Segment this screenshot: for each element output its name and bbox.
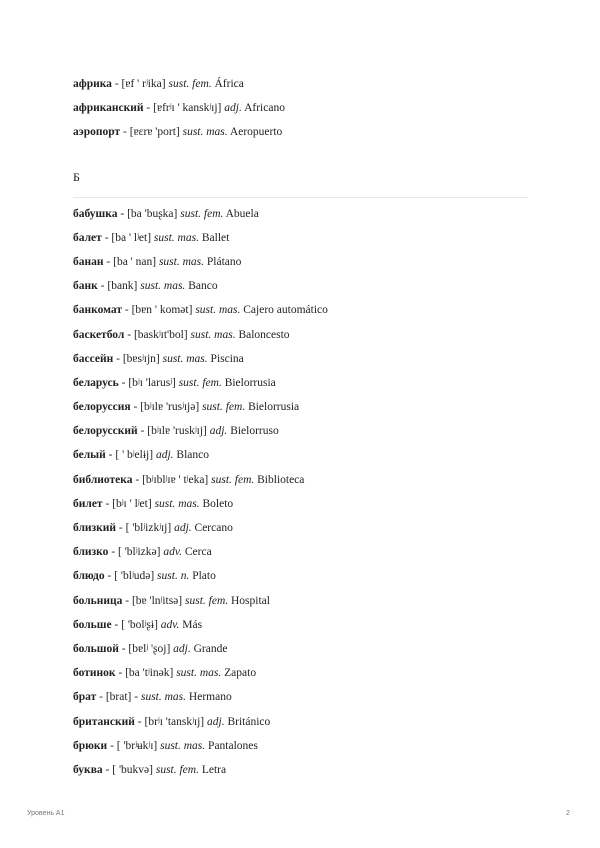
entry-translation: Plátano bbox=[206, 255, 242, 268]
entry-transcription: [baskʲɪt'bol] bbox=[133, 328, 188, 341]
entry-transcription: [ 'bolʲʂɨ] bbox=[121, 618, 158, 631]
entry-word: аэропорт bbox=[73, 126, 121, 139]
vocab-entry bbox=[73, 685, 528, 709]
entry-translation: Hospital bbox=[231, 594, 270, 607]
vocab-entry bbox=[73, 274, 528, 298]
vocab-entry bbox=[73, 613, 528, 637]
entry-word: брюки bbox=[73, 739, 108, 752]
entry-separator: - bbox=[118, 642, 129, 655]
entry-translation: Bielorrusia bbox=[248, 401, 300, 414]
entry-separator: - bbox=[97, 280, 108, 293]
entry-translation: Hermano bbox=[188, 691, 232, 704]
entry-group-a bbox=[73, 72, 528, 145]
entry-transcription: [bɐn ' komət] bbox=[131, 304, 193, 317]
vocab-entry bbox=[73, 589, 528, 613]
vocab-entry bbox=[73, 371, 528, 395]
section-letter: Б bbox=[73, 169, 80, 184]
entry-transcription: [bɐsʲɪjn] bbox=[122, 352, 160, 365]
entry-word: белый bbox=[73, 449, 106, 462]
entry-separator: - bbox=[96, 691, 106, 704]
entry-separator: - bbox=[111, 78, 122, 90]
entry-part-of-speech: adj. bbox=[155, 449, 174, 462]
entry-separator: - bbox=[132, 473, 143, 486]
entry-transcription: [bank] bbox=[107, 280, 138, 293]
entry-part-of-speech: sust. mas. bbox=[190, 328, 236, 341]
entry-transcription: [ 'blʲudə] bbox=[114, 570, 155, 583]
entry-translation: Letra bbox=[201, 763, 227, 776]
entry-separator: - bbox=[118, 376, 129, 389]
entry-separator: - bbox=[120, 126, 130, 139]
entry-separator: - bbox=[108, 546, 118, 559]
vocab-entry bbox=[73, 468, 528, 492]
entry-transcription: [bʲɪlɐ 'ruskʲɪj] bbox=[147, 425, 207, 438]
entry-transcription: [ 'blʲizkə] bbox=[117, 546, 161, 559]
entry-translation: Aeropuerto bbox=[229, 126, 283, 139]
entry-word: бабушка bbox=[73, 207, 118, 220]
vocab-entry bbox=[73, 710, 528, 734]
entry-word: блюдо bbox=[73, 570, 105, 583]
entry-separator: - bbox=[137, 425, 148, 438]
entry-separator: - bbox=[115, 667, 126, 680]
entry-word: близкий bbox=[73, 522, 117, 534]
entry-translation: Cajero automático bbox=[243, 304, 328, 317]
entry-part-of-speech: sust. mas. bbox=[154, 497, 200, 510]
entry-word: банк bbox=[73, 280, 98, 293]
entry-translation: Banco bbox=[188, 280, 218, 293]
entry-separator: - bbox=[101, 231, 112, 244]
entry-part-of-speech: adj. bbox=[173, 642, 191, 655]
entry-separator: - bbox=[102, 763, 113, 776]
entry-word: брат bbox=[73, 691, 97, 704]
entry-word: ботинок bbox=[73, 667, 116, 680]
entry-translation: Cercano bbox=[194, 522, 233, 534]
entry-separator: - bbox=[113, 352, 123, 365]
vocab-entry bbox=[73, 661, 528, 685]
vocabulary-list bbox=[73, 72, 528, 782]
vocab-entry bbox=[73, 202, 528, 226]
entry-translation: Grande bbox=[193, 642, 228, 655]
entry-translation: Zapato bbox=[224, 667, 257, 680]
entry-translation: Baloncesto bbox=[238, 328, 290, 341]
entry-part-of-speech: sust. mas. bbox=[195, 304, 241, 317]
vocab-entry bbox=[73, 298, 528, 322]
vocab-entry bbox=[73, 734, 528, 758]
vocab-entry bbox=[73, 226, 528, 250]
entry-separator: - bbox=[122, 304, 132, 317]
footer-level: Уровень A1 bbox=[27, 810, 65, 817]
entry-part-of-speech: adv. bbox=[163, 546, 182, 559]
vocab-entry bbox=[73, 637, 528, 661]
entry-word: беларусь bbox=[73, 376, 119, 389]
entry-translation: Abuela bbox=[225, 207, 259, 220]
entry-part-of-speech: sust. mas. bbox=[162, 352, 208, 365]
entry-part-of-speech: adj. bbox=[209, 425, 228, 438]
entry-transcription: [ 'bukvə] bbox=[112, 763, 153, 776]
entry-word: библиотека bbox=[73, 473, 133, 486]
entry-transcription: [bʲɪ ' lʲet] bbox=[112, 497, 152, 510]
entry-separator: - bbox=[111, 618, 122, 631]
vocab-entry bbox=[73, 395, 528, 419]
entry-separator: - bbox=[130, 401, 141, 414]
entry-transcription: [bɐ 'lnʲitsə] bbox=[131, 594, 183, 607]
entry-part-of-speech: adj. bbox=[207, 715, 225, 728]
entry-translation: Pantalones bbox=[208, 739, 258, 752]
entry-group-b bbox=[73, 202, 528, 783]
entry-part-of-speech: adj. bbox=[174, 522, 192, 534]
entry-transcription: [bʲɪlɐ 'rusʲɪjə] bbox=[140, 401, 200, 414]
entry-translation: Bielorrusia bbox=[224, 376, 276, 389]
entry-part-of-speech: sust. fem. bbox=[155, 763, 199, 776]
entry-word: больше bbox=[73, 618, 112, 631]
entry-separator: - bbox=[117, 207, 128, 220]
entry-part-of-speech: adj. bbox=[224, 102, 242, 115]
entry-part-of-speech: sust. mas. bbox=[140, 280, 186, 293]
vocab-entry bbox=[73, 516, 528, 540]
entry-translation: Ballet bbox=[201, 231, 230, 244]
entry-separator: - bbox=[143, 102, 154, 115]
page-number: 2 bbox=[566, 810, 570, 817]
entry-part-of-speech: sust. mas. bbox=[176, 667, 222, 680]
entry-separator: - bbox=[107, 739, 117, 752]
entry-part-of-speech: sust. mas. bbox=[160, 739, 206, 752]
entry-word: больница bbox=[73, 594, 123, 607]
entry-separator: - bbox=[122, 594, 132, 607]
entry-word: буква bbox=[73, 763, 103, 776]
entry-separator: - bbox=[104, 570, 115, 583]
entry-separator: - bbox=[116, 522, 126, 534]
entry-word: билет bbox=[73, 497, 103, 510]
entry-word: банкомат bbox=[73, 304, 122, 317]
vocab-entry bbox=[73, 250, 528, 274]
entry-transcription: [brʲɪ 'tanskʲɪj] bbox=[144, 715, 205, 728]
entry-transcription: [ɐf ' rʲika] bbox=[121, 78, 166, 90]
vocab-entry bbox=[73, 323, 528, 347]
entry-part-of-speech: sust. fem. bbox=[168, 78, 212, 90]
entry-translation: Boleto bbox=[202, 497, 234, 510]
vocab-entry bbox=[73, 564, 528, 588]
entry-translation: Bielorruso bbox=[230, 425, 279, 438]
entry-translation: África bbox=[214, 78, 244, 90]
entry-separator: - bbox=[105, 449, 116, 462]
entry-transcription: [ba 'buʂka] bbox=[127, 207, 178, 220]
entry-part-of-speech: adv. bbox=[160, 618, 180, 631]
entry-translation: Piscina bbox=[210, 352, 244, 365]
entry-part-of-speech: sust. mas. bbox=[182, 126, 228, 139]
entry-translation: Africano bbox=[244, 102, 285, 115]
vocab-entry bbox=[73, 96, 528, 120]
entry-word: белоруссия bbox=[73, 401, 131, 414]
vocab-entry bbox=[73, 492, 528, 516]
vocab-entry bbox=[73, 72, 528, 96]
entry-transcription: [brat] - bbox=[105, 691, 139, 704]
entry-transcription: [ɐfrʲɪ ' kanskʲɪj] bbox=[153, 102, 222, 115]
entry-transcription: [ba ' lʲet] bbox=[111, 231, 152, 244]
entry-word: африка bbox=[73, 78, 112, 90]
entry-word: близко bbox=[73, 546, 109, 559]
entry-part-of-speech: sust. n. bbox=[157, 570, 190, 583]
entry-part-of-speech: sust. mas. bbox=[140, 691, 187, 704]
entry-transcription: [ ' bʲelɨj] bbox=[115, 449, 154, 462]
entry-separator: - bbox=[124, 328, 134, 341]
entry-separator: - bbox=[102, 497, 113, 510]
vocab-entry bbox=[73, 419, 528, 443]
entry-separator: - bbox=[103, 255, 114, 268]
entry-part-of-speech: sust. fem. bbox=[211, 473, 255, 486]
entry-word: белорусский bbox=[73, 425, 138, 438]
entry-part-of-speech: sust. mas. bbox=[153, 231, 199, 244]
section-divider bbox=[73, 197, 528, 198]
entry-word: британский bbox=[73, 715, 135, 728]
entry-separator: - bbox=[134, 715, 145, 728]
entry-translation: Blanco bbox=[176, 449, 209, 462]
entry-translation: Biblioteca bbox=[257, 473, 305, 486]
entry-part-of-speech: sust. fem. bbox=[180, 207, 224, 220]
entry-transcription: [bʲɪblʲɪɐ ' tʲeka] bbox=[142, 473, 209, 486]
entry-part-of-speech: sust. fem. bbox=[178, 376, 222, 389]
entry-part-of-speech: sust. mas. bbox=[158, 255, 204, 268]
entry-transcription: [ba 'tʲinək] bbox=[125, 667, 174, 680]
entry-word: африканский bbox=[73, 102, 144, 115]
vocab-entry bbox=[73, 540, 528, 564]
entry-translation: Plato bbox=[192, 570, 216, 583]
vocab-entry bbox=[73, 758, 528, 782]
entry-part-of-speech: sust. fem. bbox=[185, 594, 229, 607]
vocab-entry bbox=[73, 443, 528, 467]
entry-word: банан bbox=[73, 255, 104, 268]
entry-part-of-speech: sust. fem. bbox=[202, 401, 246, 414]
entry-translation: Británico bbox=[227, 715, 271, 728]
entry-translation: Más bbox=[182, 618, 203, 631]
entry-transcription: [ba ' nan] bbox=[113, 255, 157, 268]
entry-transcription: [ 'brʲʉkʲɪ] bbox=[116, 739, 158, 752]
entry-word: бассейн bbox=[73, 352, 114, 365]
entry-translation: Cerca bbox=[184, 546, 212, 559]
entry-transcription: [ 'blʲizkʲɪj] bbox=[125, 522, 172, 534]
entry-transcription: [bʲɪ 'larusʲ] bbox=[128, 376, 176, 389]
entry-word: большой bbox=[73, 642, 119, 655]
entry-transcription: [ɐɛrɐ 'port] bbox=[129, 126, 180, 139]
entry-transcription: [bɐlʲ 'ʂoj] bbox=[128, 642, 171, 655]
vocab-entry bbox=[73, 347, 528, 371]
entry-word: балет bbox=[73, 231, 102, 244]
entry-word: баскетбол bbox=[73, 328, 125, 341]
vocab-entry bbox=[73, 120, 528, 144]
